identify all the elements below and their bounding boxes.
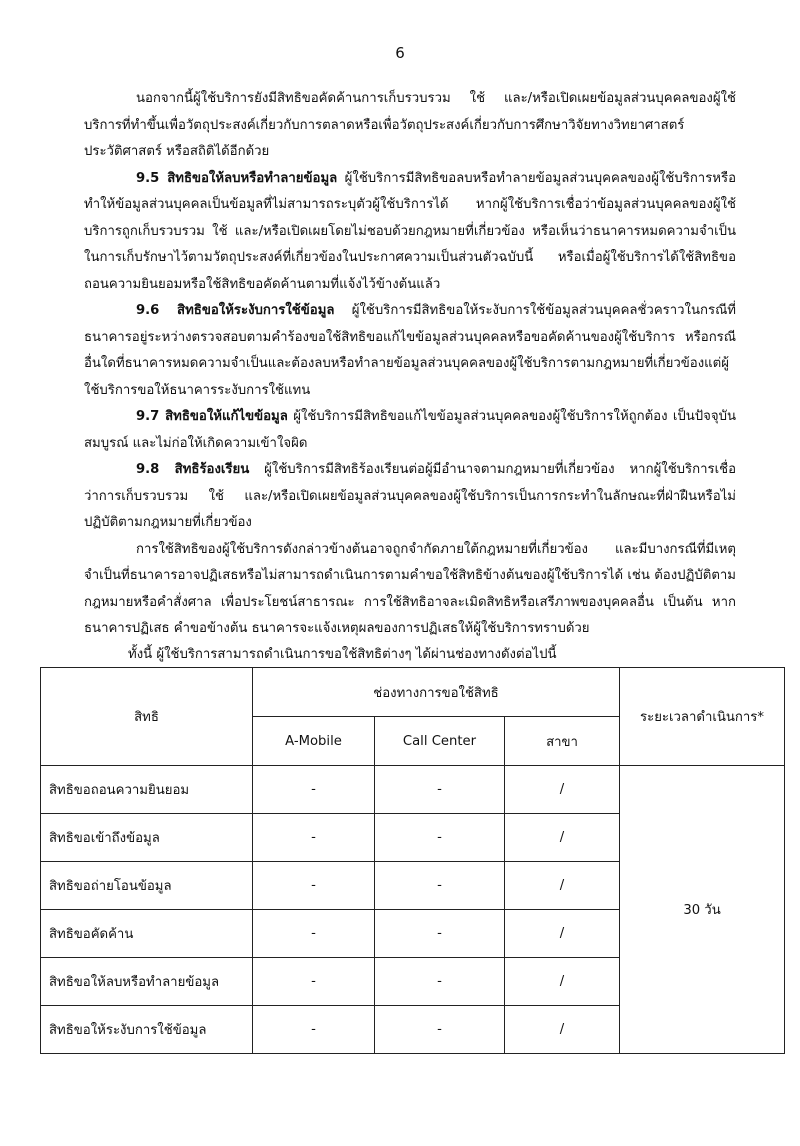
call-center-cell: - [375, 862, 505, 910]
paragraph-text: ผู้ใช้บริการมีสิทธิร้องเรียนต่อผู้มีอำนาจตามกฎหมายที่เกี่ยวข้อง หากผู้ใช้บริการเชื่อว่าการเก็บรวบรวม ใช้ และ/หรือเปิดเผยข้อมูลส่วนบุคคลของผู้ใช้บริการเป็นการกระทำในลักษณะที่ฝ่าฝืนหรือไม่ปฏิบัติตามกฎหมายที่เกี่ยวข้อง [84, 462, 736, 530]
right-name: สิทธิขอถ่ายโอนข้อมูล [41, 862, 253, 910]
table-row [41, 766, 785, 814]
a-mobile-cell: - [253, 766, 375, 814]
paragraph-text: นอกจากนี้ผู้ใช้บริการยังมีสิทธิขอคัดค้านการเก็บรวบรวม ใช้ และ/หรือเปิดเผยข้อมูลส่วนบุคคลของผู้ใช้บริการที่ทำขึ้นเพื่อวัตถุประสงค์เกี่ยวกับการตลาดหรือเพื่อวัตถุประสงค์เกี่ยวกับการศึกษาวิจัยทางวิทยาศาสตร์ ประวัติศาสตร์ หรือสถิติได้อีกด้วย [84, 91, 736, 159]
paragraph-text: ผู้ใช้บริการมีสิทธิขอแก้ไขข้อมูลส่วนบุคคลของผู้ใช้บริการให้ถูกต้อง เป็นปัจจุบัน สมบูรณ์ และไม่ก่อให้เกิดความเข้าใจผิด [84, 409, 736, 451]
section-9-8 [84, 457, 736, 537]
header-channels: ช่องทางการขอใช้สิทธิ [253, 668, 620, 717]
call-center-cell: - [375, 910, 505, 958]
paragraph-objection-marketing [84, 86, 736, 166]
paragraph-text: ผู้ใช้บริการมีสิทธิขอให้ระงับการใช้ข้อมูลส่วนบุคคลชั่วคราวในกรณีที่ธนาคารอยู่ระหว่างตรวจสอบตามคำร้องขอใช้สิทธิขอแก้ไขข้อมูลส่วนบุคคลหรือขอคัดค้านของผู้ใช้บริการ หรือกรณีอื่นใดที่ธนาคารหมดความจำเป็นและต้องลบหรือทำลายข้อมูลส่วนบุคคลของผู้ใช้บริการตามกฎหมายที่เกี่ยวข้องแต่ผู้ใช้บริการขอให้ธนาคารระงับการใช้แทน [84, 303, 736, 398]
section-heading: 9.6 สิทธิขอให้ระงับการใช้ข้อมูล [136, 303, 335, 318]
paragraph-text: ผู้ใช้บริการมีสิทธิขอลบหรือทำลายข้อมูลส่วนบุคคลของผู้ใช้บริการหรือทำให้ข้อมูลส่วนบุคคลเป็นข้อมูลที่ไม่สามารถระบุตัวผู้ใช้บริการได้ หากผู้ใช้บริการเชื่อว่าข้อมูลส่วนบุคคลของผู้ใช้บริการถูกเก็บรวบรวม ใช้ และ/หรือเปิดเผยโดยไม่ชอบด้วยกฎหมายที่เกี่ยวข้อง หรือเห็นว่าธนาคารหมดความจำเป็นในการเก็บรักษาไว้ตามวัตถุประสงค์ที่เกี่ยวข้องในประกาศความเป็นส่วนตัวฉบับนี้ หรือเมื่อผู้ใช้บริการได้ใช้สิทธิขอถอนความยินยอมหรือใช้สิทธิขอคัดค้านตามที่แจ้งไว้ข้างต้นแล้ว [84, 170, 736, 292]
branch-cell: / [505, 862, 620, 910]
branch-cell: / [505, 958, 620, 1006]
a-mobile-cell: - [253, 1006, 375, 1054]
section-9-5 [84, 166, 736, 299]
paragraph-limitations [84, 537, 736, 643]
branch-cell: / [505, 910, 620, 958]
section-heading: 9.5 สิทธิขอให้ลบหรือทำลายข้อมูล [136, 170, 338, 186]
header-channel-branch: สาขา [505, 717, 620, 766]
a-mobile-cell: - [253, 814, 375, 862]
section-9-6 [84, 298, 736, 404]
rights-channel-table [40, 667, 785, 1054]
branch-cell: / [505, 814, 620, 862]
header-time: ระยะเวลาดำเนินการ* [620, 668, 785, 766]
section-heading: 9.8 สิทธิร้องเรียน [136, 462, 250, 477]
call-center-cell: - [375, 766, 505, 814]
header-right: สิทธิ [41, 668, 253, 766]
call-center-cell: - [375, 958, 505, 1006]
a-mobile-cell: - [253, 958, 375, 1006]
document-body [84, 86, 736, 643]
paragraph-text: การใช้สิทธิของผู้ใช้บริการดังกล่าวข้างต้นอาจถูกจำกัดภายใต้กฎหมายที่เกี่ยวข้อง และมีบางกรณีที่มีเหตุจำเป็นที่ธนาคารอาจปฏิเสธหรือไม่สามารถดำเนินการตามคำขอใช้สิทธิข้างต้นของผู้ใช้บริการได้ เช่น ต้องปฏิบัติตามกฎหมายหรือคำสั่งศาล เพื่อประโยชน์สาธารณะ การใช้สิทธิอาจละเมิดสิทธิหรือเสรีภาพของบุคคลอื่น เป็นต้น หากธนาคารปฏิเสธ คำขอข้างต้น ธนาคารจะแจ้งเหตุผลของการปฏิเสธให้ผู้ใช้บริการทราบด้วย [84, 541, 736, 636]
right-name: สิทธิขอให้ระงับการใช้ข้อมูล [41, 1006, 253, 1054]
right-name: สิทธิขอเข้าถึงข้อมูล [41, 814, 253, 862]
processing-time: 30 วัน [620, 766, 785, 1054]
call-center-cell: - [375, 1006, 505, 1054]
header-channel-a-mobile: A-Mobile [253, 717, 375, 766]
branch-cell: / [505, 1006, 620, 1054]
page-number: 6 [395, 44, 405, 62]
right-name: สิทธิขอถอนความยินยอม [41, 766, 253, 814]
a-mobile-cell: - [253, 910, 375, 958]
section-9-7 [84, 404, 736, 457]
a-mobile-cell: - [253, 862, 375, 910]
table-intro: ทั้งนี้ ผู้ใช้บริการสามารถดำเนินการขอใช้สิทธิต่างๆ ได้ผ่านช่องทางดังต่อไปนี้ [128, 647, 557, 662]
header-channel-call-center: Call Center [375, 717, 505, 766]
right-name: สิทธิขอคัดค้าน [41, 910, 253, 958]
section-heading: 9.7 สิทธิขอให้แก้ไขข้อมูล [136, 409, 288, 424]
branch-cell: / [505, 766, 620, 814]
right-name: สิทธิขอให้ลบหรือทำลายข้อมูล [41, 958, 253, 1006]
call-center-cell: - [375, 814, 505, 862]
